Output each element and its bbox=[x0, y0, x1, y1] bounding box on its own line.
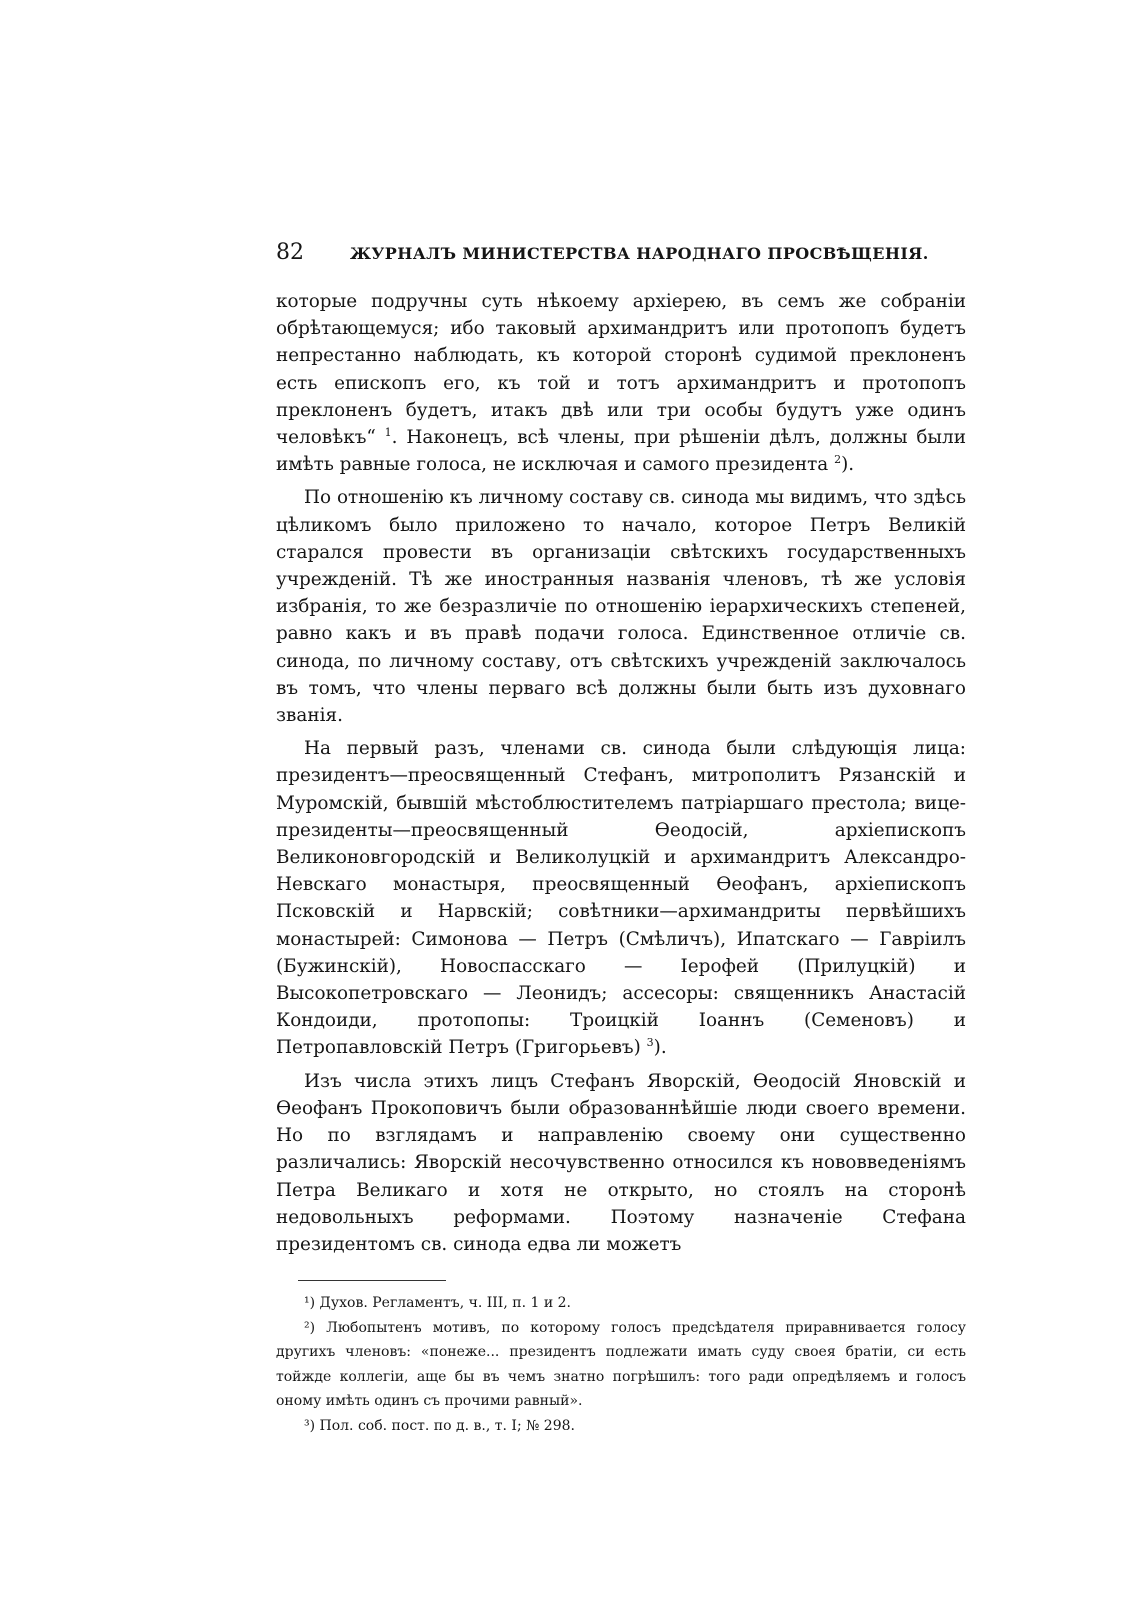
running-header bbox=[276, 240, 966, 280]
page bbox=[276, 240, 966, 1438]
paragraph-1-text: которые подручны суть нѣкоему архіерею, въ семъ же собраніи обрѣтающемуся; ибо таковый архимандритъ или протопопъ будетъ непрестанно наблюдать, къ которой сторонѣ судимой преклоненъ есть епископъ его, къ той и тотъ архимандритъ и протопопъ преклоненъ будетъ, итакъ двѣ или три особы будутъ уже одинъ человѣкъ“ bbox=[276, 291, 966, 449]
body-text bbox=[276, 288, 966, 1258]
paragraph-3 bbox=[276, 735, 966, 1061]
footnote-3: ³) Пол. соб. пост. по д. в., т. I; № 298. bbox=[304, 1417, 575, 1434]
page-number: 82 bbox=[276, 240, 304, 265]
footnote-ref-1: 1 bbox=[384, 425, 392, 439]
paragraph-3-text: На первый разъ, членами св. синода были слѣдующія лица: президентъ—преосвященный Стефанъ, митрополитъ Рязанскій и Муромскій, бывшій мѣстоблюстителемъ патріаршаго престола; вице-президенты—преосвященный Ѳеодосій, архіепископъ Великоновгородскій и Великолуцкій и архимандритъ Александро-Невскаго монастыря, преосвященный Ѳеофанъ, архіепископъ Псковскій и Нарвскій; совѣтники—архимандриты первѣйшихъ монастырей: Симонова — Петръ (Смѣличъ), Ипатскаго — Гавріилъ (Бужинскій), Новоспасскаго — Іерофей (Прилуцкій) и Высокопетровскаго — Леонидъ; ассесоры: священникъ Анастасій Кондоиди, протопопы: Троицкій Іоаннъ (Семеновъ) и Петропавловскій Петръ (Григорьевъ) bbox=[276, 738, 966, 1059]
footnote-ref-3: 3 bbox=[646, 1036, 654, 1050]
paragraph-2-text: По отношенію къ личному составу св. синода мы видимъ, что здѣсь цѣликомъ было приложено то начало, которое Петръ Великій старался провести въ организаціи свѣтскихъ государственныхъ учрежденій. Тѣ же иностранныя названія членовъ, тѣ же условія избранія, то же безразличіе по отношенію іерархическихъ степеней, равно какъ и въ правѣ подачи голоса. Единственное отличіе св. синода, по личному составу, отъ свѣтскихъ учрежденій заключалось въ томъ, что члены перваго всѣ должны были быть изъ духовнаго званія. bbox=[276, 487, 966, 727]
footnotes bbox=[276, 1291, 966, 1438]
paragraph-1-end: ). bbox=[841, 454, 855, 476]
paragraph-1 bbox=[276, 288, 966, 478]
paragraph-3-end: ). bbox=[653, 1037, 667, 1059]
paragraph-4 bbox=[276, 1068, 966, 1258]
running-title: ЖУРНАЛЪ МИНИСТЕРСТВА НАРОДНАГО ПРОСВѢЩЕНІЯ. bbox=[350, 244, 929, 263]
paragraph-2 bbox=[276, 484, 966, 729]
footnote-2: ²) Любопытенъ мотивъ, по которому голосъ предсѣдателя приравнивается голосу другихъ членовъ: «понеже... президентъ подлежати имать суду своея братіи, си есть тойжде коллегіи, аще бы въ чемъ знатно погрѣшилъ: того ради опредѣляемъ и голосъ оному имѣть одинъ съ прочими равный». bbox=[276, 1319, 966, 1410]
footnote-separator bbox=[298, 1280, 446, 1281]
footnote-1: ¹) Духов. Регламентъ, ч. III, п. 1 и 2. bbox=[304, 1295, 571, 1312]
paragraph-1-continuation: . Наконецъ, всѣ члены, при рѣшеніи дѣлъ, должны были имѣть равные голоса, не исключая и самого президента bbox=[276, 427, 966, 476]
paragraph-4-text: Изъ числа этихъ лицъ Стефанъ Яворскій, Ѳеодосій Яновскій и Ѳеофанъ Прокоповичъ были образованнѣйшіе люди своего времени. Но по взглядамъ и направленію своему они существенно различались: Яворскій несочувственно относился къ нововведеніямъ Петра Великаго и хотя не открыто, но стоялъ на сторонѣ недовольныхъ реформами. Поэтому назначеніе Стефана президентомъ св. синода едва ли можетъ bbox=[276, 1070, 966, 1255]
footnote-ref-2: 2 bbox=[834, 453, 842, 467]
